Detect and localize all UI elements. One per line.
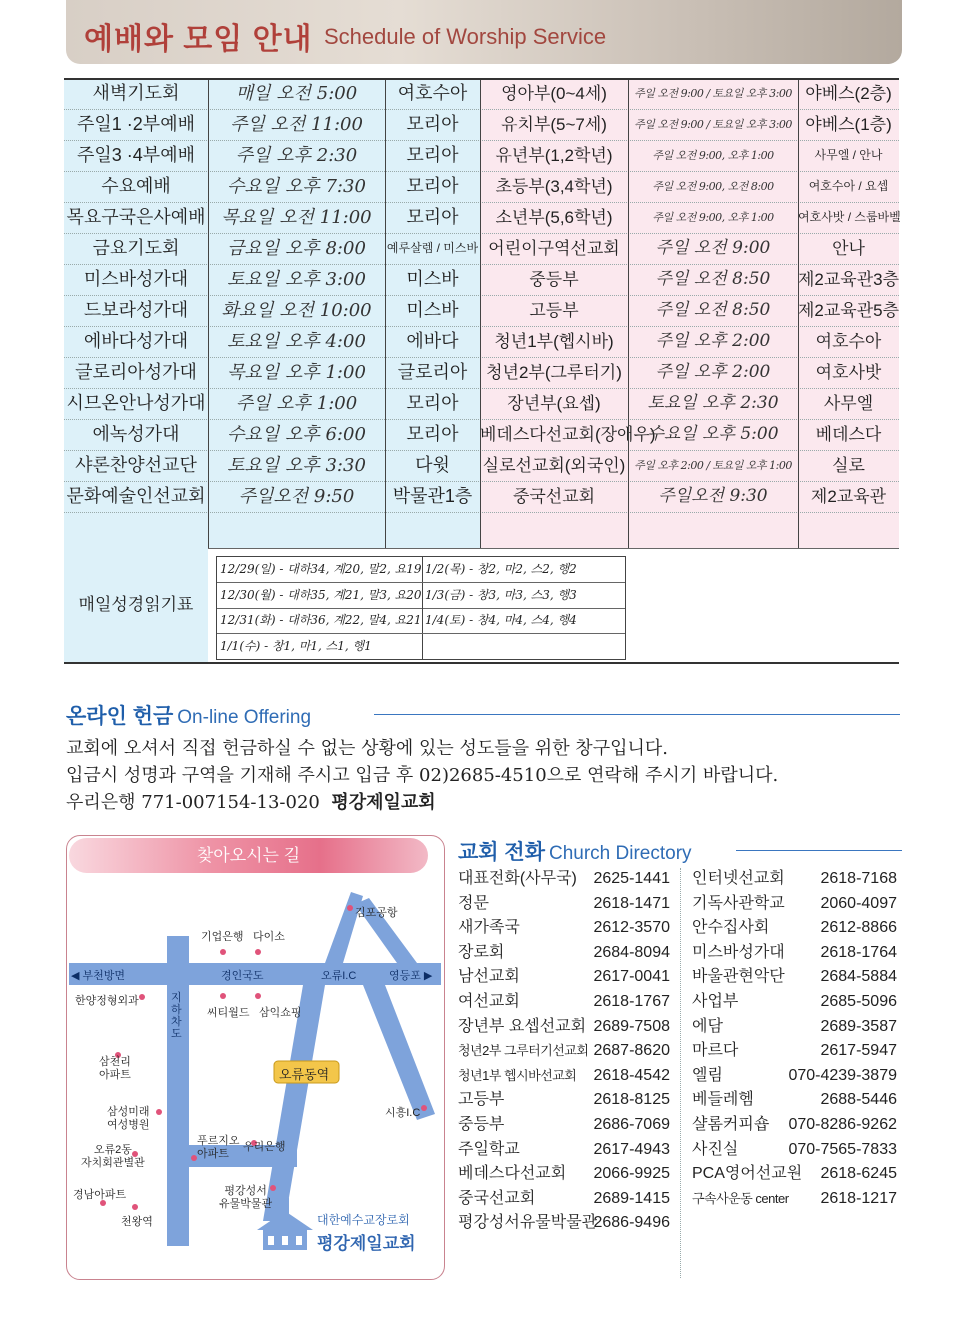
meeting-name: 미스바성가대 <box>83 269 189 289</box>
map-label-oryu-station: 오류동역 <box>279 1067 330 1082</box>
directory-entry <box>458 989 670 1014</box>
directory-entry <box>458 1161 670 1186</box>
map-label-purgio: 푸르지오 아파트 <box>197 1135 240 1160</box>
dept-time: 토요일 오후 2:30 <box>647 393 779 413</box>
schedule-row <box>64 140 899 172</box>
dept-time: 수요일 오후 5:00 <box>647 424 779 444</box>
directory-phone: 070-8286-9262 <box>788 1116 897 1133</box>
meeting-time: 토요일 오후 4:00 <box>227 331 366 352</box>
schedule-row <box>64 109 899 141</box>
directory-entry <box>458 1137 670 1162</box>
directions-map <box>66 835 445 1280</box>
directory-name: 엘림 <box>692 1066 723 1084</box>
dept-name: 어린이구역선교회 <box>488 239 620 258</box>
dept-time: 주일 오전 9:00 <box>655 238 771 258</box>
directory-entry <box>692 989 897 1014</box>
directory-name: 베들레헴 <box>692 1091 754 1109</box>
directory-entry <box>692 1186 897 1211</box>
directory-entry <box>458 1186 670 1211</box>
map-label-bucheon: ◀ 부천방면 <box>71 970 126 982</box>
dept-place: 여호사밧 <box>815 363 882 382</box>
meeting-place: 에바다 <box>406 331 459 351</box>
meeting-place: 미스바 <box>406 269 459 289</box>
directory-phone: 070-7565-7833 <box>788 1140 897 1158</box>
meeting-place: 모리아 <box>406 207 459 227</box>
directory-phone: 2686-7069 <box>593 1116 670 1133</box>
directory-phone: 2618-4542 <box>593 1066 670 1084</box>
dept-name: 중국선교회 <box>512 487 596 506</box>
directory-phone: 2618-7168 <box>820 870 897 887</box>
bible-reading-cell: 1/4(토) - 창4, 마4, 스4, 행4 <box>425 613 577 627</box>
map-label-gyeongin: 경인국도 <box>221 970 264 982</box>
directory-phone: 2684-8094 <box>593 943 670 961</box>
bible-reading-row <box>217 557 625 583</box>
meeting-time: 화요일 오전 10:00 <box>221 300 372 321</box>
directory-phone: 2617-4943 <box>593 1140 670 1158</box>
dept-name: 영아부(0~4세) <box>501 84 607 103</box>
bible-reading-label: 매일성경읽기표 <box>64 548 208 662</box>
dept-place: 실로 <box>832 456 865 475</box>
directory-phone: 2618-1767 <box>593 993 670 1010</box>
meeting-name: 새벽기도회 <box>92 83 180 103</box>
dept-time: 주일 오전 9:00 / 토요일 오후 3:00 <box>634 118 792 131</box>
directory-phone: 2617-5947 <box>820 1042 897 1060</box>
meeting-time: 금요일 오후 8:00 <box>227 238 366 259</box>
dept-place: 제2교육관 <box>810 487 887 506</box>
directory-name: 베데스다선교회 <box>458 1165 567 1183</box>
bible-reading-table <box>216 556 626 660</box>
online-line-2: 입금시 성명과 구역을 기재해 주시고 입금 후 02)2685-4510으로 연락해 주시기 바랍니다. <box>66 765 779 786</box>
bible-reading-cell: 12/31(화) - 대하36, 계22, 말4, 요21 <box>217 608 423 633</box>
bible-reading-cell: 12/30(월) - 대하35, 계21, 말3, 요20 <box>217 583 423 608</box>
directory-entry <box>458 915 670 940</box>
directory-entry <box>692 1137 897 1162</box>
schedule-row <box>64 388 899 420</box>
directory-name: 정문 <box>458 894 489 912</box>
directory-name: 새가족국 <box>458 919 520 937</box>
directory-name: PCA영어선교원 <box>692 1165 803 1183</box>
meeting-name: 글로리아성가대 <box>75 362 197 382</box>
directory-phone: 2689-3587 <box>820 1017 897 1035</box>
meeting-place: 예루살렘 / 미스바 <box>386 241 479 255</box>
map-label-ibk: 기업은행 <box>201 931 244 943</box>
dept-place: 야베스(2층) <box>805 84 892 103</box>
dept-name: 청년1부(헵시바) <box>494 332 614 351</box>
directory-entry <box>692 964 897 989</box>
directory-phone: 2060-4097 <box>820 894 897 912</box>
schedule-table <box>64 78 899 664</box>
dept-place: 여호사밧 / 스룹바벨 <box>798 210 901 224</box>
dept-place: 사무엘 <box>823 394 874 413</box>
directory-entry <box>692 1063 897 1088</box>
directory-name: 장년부 요셉선교회 <box>458 1017 587 1035</box>
meeting-place: 박물관1층 <box>392 486 473 506</box>
directory-name: 안수집사회 <box>692 919 770 937</box>
map-title: 찾아오시는 길 <box>69 838 428 873</box>
schedule-row <box>64 295 899 327</box>
bible-reading-cell: 1/1(수) - 창1, 마1, 스1, 행1 <box>217 634 423 659</box>
meeting-time: 목요일 오전 11:00 <box>221 207 372 228</box>
dept-place: 베데스다 <box>815 425 882 444</box>
map-label-cheonwang: 천왕역 <box>121 1216 153 1228</box>
directory-name: 사진실 <box>692 1140 739 1158</box>
dept-place: 안나 <box>832 239 865 258</box>
directory-phone: 2686-9496 <box>593 1214 670 1232</box>
directory-phone: 2618-8125 <box>593 1091 670 1109</box>
directory-phone: 2689-1415 <box>593 1189 670 1207</box>
meeting-time: 주일 오전 11:00 <box>230 114 363 135</box>
directory-name: 기독사관학교 <box>692 894 785 912</box>
directory-phone: 2612-8866 <box>820 919 897 937</box>
bible-reading-cell: 12/29(일) - 대하34, 계20, 말2, 요19 <box>217 557 423 582</box>
schedule-row <box>64 233 899 265</box>
directory-phone: 2066-9925 <box>593 1165 670 1183</box>
dept-time: 주일 오전 9:00, 오후 1:00 <box>652 149 774 162</box>
dept-place: 사무엘 / 안나 <box>814 148 883 162</box>
directory-phone: 2617-0041 <box>593 968 670 986</box>
dept-time: 주일 오후 2:00 <box>655 362 771 382</box>
directory-name: 대표전화(사무국) <box>458 870 577 887</box>
meeting-time: 수요일 오후 6:00 <box>227 424 366 445</box>
bible-reading-row <box>217 634 625 659</box>
directory-name: 여선교회 <box>458 993 520 1010</box>
directory-name: 청년2부 그루터기선교회 <box>458 1043 589 1059</box>
directory-name: 남선교회 <box>458 968 520 986</box>
directory-phone: 070-4239-3879 <box>788 1066 897 1084</box>
meeting-time: 주일오전 9:50 <box>238 486 355 507</box>
meeting-place: 여호수아 <box>397 83 468 103</box>
directory-title-ko: 교회 전화 <box>458 841 545 864</box>
meeting-name: 금요기도회 <box>92 238 180 258</box>
meeting-place: 다윗 <box>415 455 450 475</box>
directory-entry <box>692 866 897 891</box>
directory-entry <box>458 1038 670 1063</box>
bible-reading-cell <box>422 634 625 659</box>
bible-reading-row <box>217 608 625 634</box>
online-offering-text <box>66 735 778 816</box>
directory-name: 에담 <box>692 1017 723 1035</box>
directory-phone: 2618-1217 <box>820 1189 897 1207</box>
dept-time: 주일 오전 9:00 / 토요일 오후 3:00 <box>634 87 792 100</box>
directory-name: 사업부 <box>692 993 739 1010</box>
directory-name: 마르다 <box>692 1042 739 1060</box>
online-offering-title <box>66 700 311 730</box>
directory-name: 샬롬커피숍 <box>692 1116 770 1133</box>
schedule-row <box>64 450 899 482</box>
dept-name: 실로선교회(외국인) <box>482 456 626 475</box>
dept-name: 초등부(3,4학년) <box>495 177 613 196</box>
dept-name: 청년2부(그루터기) <box>486 363 622 382</box>
meeting-place: 모리아 <box>406 114 459 134</box>
directory-phone: 2688-5446 <box>820 1091 897 1109</box>
meeting-name: 시므온안나성가대 <box>66 393 206 413</box>
bible-reading-cell: 1/2(목) - 창2, 마2, 스2, 행2 <box>425 562 577 576</box>
directory-name: 미스바성가대 <box>692 943 785 961</box>
meeting-name: 드보라성가대 <box>83 300 189 320</box>
meeting-name: 수요예배 <box>101 176 171 196</box>
directory-phone: 2618-1471 <box>593 894 670 912</box>
directory-phone: 2618-6245 <box>820 1165 897 1183</box>
meeting-name: 에바다성가대 <box>83 331 189 351</box>
directory-entry <box>692 940 897 965</box>
directory-phone: 2684-5884 <box>820 968 897 986</box>
header-banner <box>66 0 902 64</box>
directory-name: 청년1부 헵시바선교회 <box>458 1067 577 1083</box>
directory-phone: 2612-3570 <box>593 919 670 937</box>
page-title: 예배와 모임 안내 <box>84 23 313 56</box>
dept-time: 주일 오후 2:00 <box>655 331 771 351</box>
schedule-row <box>64 78 899 110</box>
schedule-row <box>64 326 899 358</box>
map-label-gyeongnam: 경남아파트 <box>73 1189 127 1201</box>
directory-name: 인터넷선교회 <box>692 870 785 887</box>
map-label-samik: 삼익쇼핑 <box>259 1007 302 1019</box>
dept-name: 중등부 <box>529 270 579 289</box>
directory-name: 평강성서유물박물관 <box>458 1214 598 1232</box>
directory-entry <box>458 1112 670 1137</box>
meeting-name: 주일1 ·2부예배 <box>77 114 195 134</box>
map-label-museum: 평강성서 유물박물관 <box>219 1185 273 1210</box>
online-line-1: 교회에 오셔서 직접 헌금하실 수 없는 상황에 있는 성도들을 위한 창구입니다. <box>66 738 668 759</box>
bible-reading-cell: 1/3(금) - 창3, 마3, 스3, 행3 <box>425 587 577 602</box>
bible-reading-row <box>217 583 625 609</box>
directory-entry <box>458 866 670 891</box>
meeting-time: 토요일 오후 3:00 <box>227 269 366 290</box>
map-label-woori: 우리은행 <box>243 1141 286 1153</box>
directory-entry <box>458 964 670 989</box>
online-title-en: On-line Offering <box>177 707 312 728</box>
dept-time: 주일 오후 2:00 / 토요일 오후 1:00 <box>634 459 792 472</box>
meeting-place: 미스바 <box>406 300 459 320</box>
dept-place: 여호수아 <box>815 332 882 351</box>
directory-entry <box>458 1063 670 1088</box>
map-label-samcheonri: 삼천리 아파트 <box>99 1056 131 1081</box>
map-label-hanyang: 한양정형외과 <box>75 995 139 1007</box>
directory-entry <box>458 940 670 965</box>
dept-place: 야베스(1층) <box>805 115 892 134</box>
meeting-name: 문화예술인선교회 <box>66 486 206 506</box>
meeting-place: 모리아 <box>406 145 459 165</box>
directory-entry <box>458 1014 670 1039</box>
map-label-citiworld: 씨티월드 <box>207 1007 250 1019</box>
map-label-underpass: 지하차도 <box>171 992 182 1040</box>
directory-name: 바울관현악단 <box>692 968 785 986</box>
directory-title-en: Church Directory <box>548 843 692 864</box>
meeting-place: 모리아 <box>406 393 459 413</box>
dept-place: 제2교육관5층 <box>798 301 900 320</box>
map-label-gimpo: 김포공항 <box>355 907 398 919</box>
directory-name: 중등부 <box>458 1116 505 1133</box>
directory-entry <box>458 1087 670 1112</box>
meeting-place: 모리아 <box>406 176 459 196</box>
dept-time: 주일 오전 8:50 <box>655 269 771 289</box>
directory-name: 중국선교회 <box>458 1189 536 1207</box>
dept-name: 유년부(1,2학년) <box>495 146 613 165</box>
schedule-row <box>64 481 899 513</box>
dept-name: 유치부(5~7세) <box>501 115 607 134</box>
map-label-yeongdeungpo: 영등포 ▶ <box>389 970 433 982</box>
directory-name: 주일학교 <box>458 1140 520 1158</box>
map-label-samsung-hospital: 삼성미래 여성병원 <box>107 1106 150 1131</box>
account-holder: 평강제일교회 <box>331 792 436 813</box>
dept-time: 주일 오전 9:00, 오후 1:00 <box>652 211 774 224</box>
schedule-row <box>64 264 899 296</box>
map-church-name: 평강제일교회 <box>317 1234 416 1253</box>
meeting-name: 에녹성가대 <box>92 424 180 444</box>
dept-name: 고등부 <box>529 301 579 320</box>
dept-time: 주일오전 9:30 <box>658 486 768 506</box>
directory-phone: 2625-1441 <box>593 870 670 887</box>
directory-name: 구속사운동 center <box>692 1190 789 1206</box>
map-denomination: 대한예수교장로회 <box>317 1213 410 1227</box>
meeting-time: 매일 오전 5:00 <box>235 83 358 104</box>
online-title-ko: 온라인 헌금 <box>66 705 174 728</box>
page-title-en: Schedule of Worship Service <box>324 24 607 49</box>
directory-phone: 2618-1764 <box>820 943 897 961</box>
directory-name: 장로회 <box>458 943 505 961</box>
dept-place: 여호수아 / 요셉 <box>808 179 889 193</box>
directory-entry <box>692 1038 897 1063</box>
directory-entry <box>458 891 670 916</box>
dept-time: 주일 오전 8:50 <box>655 300 771 320</box>
dept-name: 소년부(5,6학년) <box>495 208 613 227</box>
directory-entry <box>692 891 897 916</box>
directory-entry <box>692 1112 897 1137</box>
map-label-daiso: 다이소 <box>253 931 285 943</box>
bank-account: 우리은행 771-007154-13-020 <box>66 792 320 813</box>
meeting-name: 목요구국은사예배 <box>66 207 206 227</box>
meeting-place: 글로리아 <box>397 362 468 382</box>
meeting-place: 모리아 <box>406 424 459 444</box>
meeting-time: 주일 오후 2:30 <box>235 145 358 166</box>
meeting-name: 샤론찬양선교단 <box>75 455 197 475</box>
directory-entry <box>692 1014 897 1039</box>
directory-entry <box>692 1087 897 1112</box>
schedule-row <box>64 202 899 234</box>
directory-entry <box>692 1161 897 1186</box>
dept-time: 주일 오전 9:00, 오전 8:00 <box>652 180 774 193</box>
meeting-time: 수요일 오후 7:30 <box>227 176 366 197</box>
meeting-time: 주일 오후 1:00 <box>235 393 358 414</box>
directory-phone: 2687-8620 <box>593 1042 670 1060</box>
schedule-row <box>64 419 899 451</box>
map-label-oryu-ic: 오류I.C <box>321 970 357 982</box>
meeting-name: 주일3 ·4부예배 <box>77 145 195 165</box>
dept-name: 베데스다선교회(장애우) <box>480 425 656 444</box>
schedule-row <box>64 357 899 389</box>
map-label-oryu2: 오류2동 자치회관별관 <box>81 1144 145 1169</box>
dept-name: 장년부(요셉) <box>507 394 601 413</box>
directory-title <box>458 836 692 866</box>
meeting-time: 목요일 오후 1:00 <box>227 362 366 383</box>
map-label-siheung-ic: 시흥I.C <box>385 1107 421 1119</box>
schedule-row <box>64 171 899 203</box>
meeting-time: 토요일 오후 3:30 <box>227 455 366 476</box>
dept-place: 제2교육관3층 <box>798 270 900 289</box>
directory-phone: 2685-5096 <box>820 993 897 1010</box>
directory-entry <box>458 1210 670 1235</box>
directory-entry <box>692 915 897 940</box>
directory-name: 고등부 <box>458 1091 505 1109</box>
directory-phone: 2689-7508 <box>593 1017 670 1035</box>
